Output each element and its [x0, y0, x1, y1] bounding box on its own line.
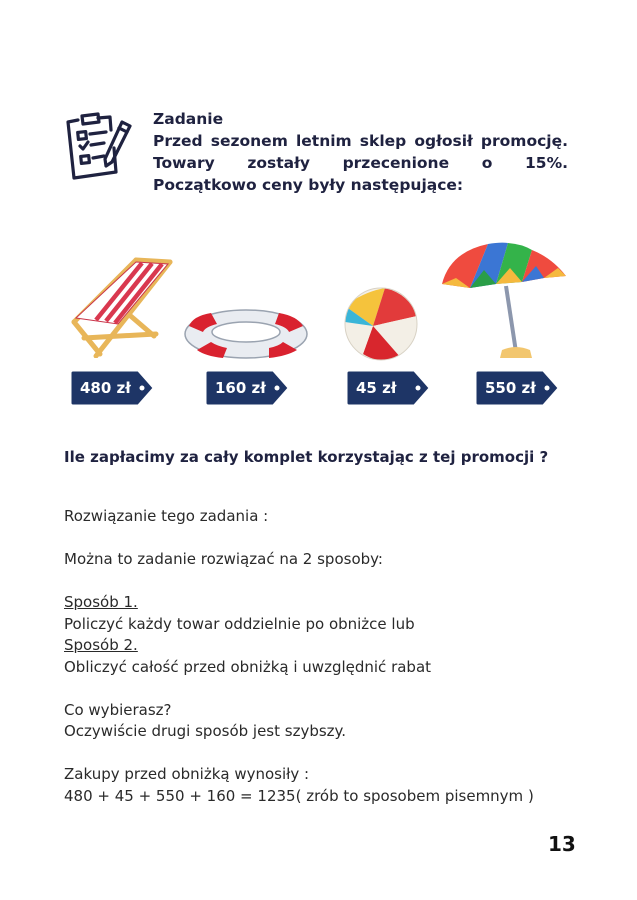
- task-body: Przed sezonem letnim sklep ogłosił promocję. Towary zostały przecenione o 15%. Początkowo ceny były następujące:: [153, 132, 568, 194]
- solution-intro: Rozwiązanie tego zadania :: [64, 507, 269, 525]
- price-deck-chair: 480 zł: [80, 379, 131, 397]
- beach-umbrella-image: [440, 240, 570, 362]
- choice-answer: Oczywiście drugi sposób jest szybszy.: [64, 722, 347, 740]
- solution-section: [64, 506, 584, 807]
- question-text: Ile zapłacimy za cały komplet korzystając z tej promocji ?: [64, 448, 549, 466]
- way2-text: Obliczyć całość przed obniżką i uwzględnić rabat: [64, 657, 432, 676]
- solution-ways: Można to zadanie rozwiązać na 2 sposoby:: [64, 550, 383, 568]
- price-tag-life-ring: [205, 370, 289, 406]
- clipboard-checklist-icon: [64, 108, 134, 186]
- total-calculation: 480 + 45 + 550 + 160 = 1235( zrób to sposobem pisemnym ): [64, 786, 534, 805]
- page-number: 13: [548, 832, 576, 856]
- price-tag-beach-umbrella: [475, 370, 559, 406]
- price-beach-ball: 45 zł: [356, 379, 397, 397]
- way1-label: Sposób 1.: [64, 593, 138, 611]
- price-tag-beach-ball: [346, 370, 430, 406]
- choice-question: Co wybierasz?: [64, 700, 172, 719]
- way1-text: Policzyć każdy towar oddzielnie po obniżce lub: [64, 614, 415, 633]
- way2-label: Sposób 2.: [64, 636, 138, 654]
- price-tag-deck-chair: [70, 370, 154, 406]
- life-ring-image: [183, 306, 309, 360]
- price-life-ring: 160 zł: [215, 379, 266, 397]
- beach-ball-image: [343, 286, 419, 362]
- deck-chair-image: [66, 254, 174, 358]
- total-label: Zakupy przed obniżką wynosiły :: [64, 765, 310, 783]
- price-beach-umbrella: 550 zł: [485, 379, 536, 397]
- task-description: [153, 108, 568, 196]
- task-title: Zadanie: [153, 110, 224, 128]
